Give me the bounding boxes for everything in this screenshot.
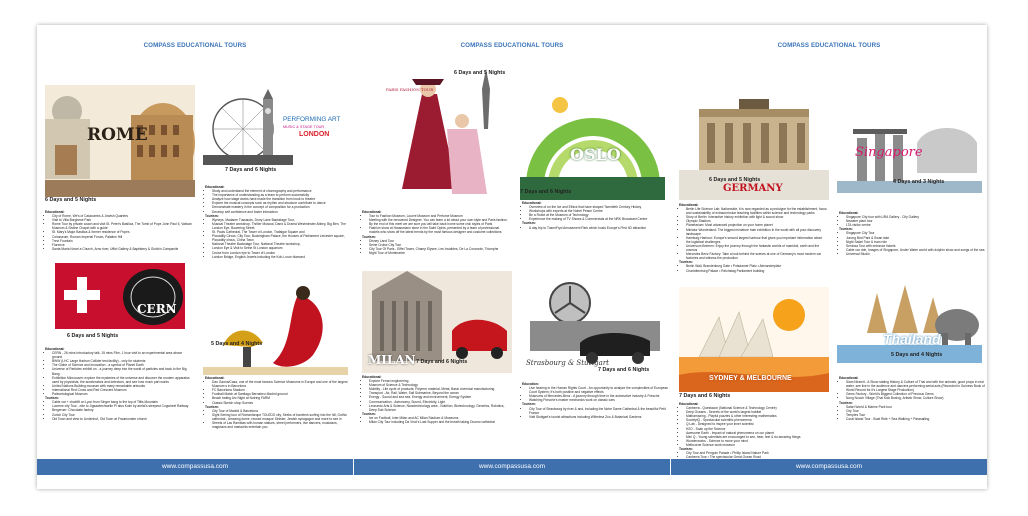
list-item: • Develop self confidence and foster interaction (212, 210, 353, 214)
list-item: • Florence (52, 243, 193, 247)
strasbourg-duration: 7 Days and 6 Nights (598, 367, 650, 373)
list-item: • Mercedes Benz Factory: Take a look behind the scenes at one of Germany's most modern car factories and witness the production (686, 252, 827, 260)
milan-image (362, 271, 512, 373)
list-item: • Visit to Villa Borghese Park (52, 218, 193, 222)
brochure-panel-2 (354, 25, 670, 489)
section-heading: Educational: (522, 201, 542, 205)
list-item: • International Red Cross and Red Crescent Museum (52, 388, 193, 392)
list-item: • City Tour Of Paris - Eiffel Tower, Champ Elysee, Les Invalides, De La Concorde, Triomphe (369, 247, 510, 251)
item-list (839, 405, 987, 421)
list-item: • Newater plant tour (846, 219, 987, 223)
list-item: • Miniatur Wunderland: The biggest miniature train exhibition in the world with all your discovery landscape (686, 228, 827, 236)
section-heading: Tourism: (45, 396, 59, 401)
list-item: • Santa Maria Novel a Church, Arno river, Uffizi Gallery & Baptistery & Giotto's Campanile (52, 247, 193, 251)
list-item: • Coral Island Tour - Boat Ride + Sea Walking + Parasailing (846, 417, 987, 421)
list-item: • Watching Porsche's master mechanics work on classic cars (529, 398, 670, 402)
list-item: • Streets of Las Ramblas with human statues, street performers, live dancers, musicians, magicians and mariachis entertain you (212, 421, 353, 429)
singapore-duration: 4 Days and 3 Nights (893, 179, 945, 185)
paris-duration: 6 Days and 5 Nights (454, 70, 506, 76)
list-item: • Explore the musical concepts such as rhythm and structure contribute to dance (212, 201, 353, 205)
spain-image (203, 275, 348, 375)
section-heading: Tourism: (839, 227, 853, 232)
item-list (679, 264, 827, 272)
list-item: • Cruise from London eye to Tower of London (212, 251, 353, 255)
list-item: • Melbourne Science work museum (686, 443, 827, 447)
list-item: • St. Pauls Cathedral, The Tower of London, Trafalgar Square and (212, 230, 353, 234)
list-item: • Sight Seeing tour of Romantarque TOLEDO city, Seeks of travelers surfing into the hill, Gothic cathedral , Amazing dome, reused mosque Sinister, Jewish synagogue and more to see in (212, 413, 353, 421)
milan-duration: 7 Days and 6 Nights (416, 359, 468, 365)
list-item: • Exhibition Microcosm: explore the mysteries of the universe and discover the modern apparatus used by physicists, the accelerators and detectors, and see how much part works (52, 376, 193, 384)
list-item: • City Tour of Madrid & Barcelona (212, 409, 353, 413)
section-heading: Educational: (205, 376, 225, 380)
list-item: • Rome Tour by private coach and visit St. Peter's Basilica, The Tomb of Pope John Paul II, Vatican Museum & Sistine Chapel with a guide (52, 222, 193, 230)
panel-footer-url: www.compassusa.com (354, 459, 670, 475)
list-item: • Singapore City tour with URA Gallery - City Gallery (846, 215, 987, 219)
list-item: • London Bridge, English Jewels including the Koh-i-noor diamond (212, 255, 353, 259)
list-item: • Old Town and view to Lindenhof, Old Town at Fraumunster church (52, 417, 193, 421)
item-list (839, 231, 987, 256)
cern-title: CERN (137, 302, 177, 316)
list-item: • United Nations Building museum with many remarkable artworks (52, 384, 193, 388)
list-item: • Piccadilly Circus, City Tour, Buckingham Palace, the Houses of Parliament Leicester square, Piccadilly circus, China Town (212, 234, 353, 242)
section-heading: Educational: (45, 347, 65, 351)
list-item: • Charlottenburg Palace • Reichstag Parliament building (686, 269, 827, 273)
section-heading: Education: (522, 382, 539, 386)
section-heading: Tourism: (839, 400, 853, 405)
section-heading: Educational: (205, 185, 225, 189)
thailand-title: Thailand (883, 331, 941, 347)
rome-duration: 6 Days and 5 Nights (45, 197, 97, 203)
list-item: • Leonardo Arts & Science, Nanotechnology area - Nutrition, Biotechnology, Genetics, Robotics, Deep Sub Science (369, 404, 510, 412)
list-item: • Deep Oceans - Secrets of the world's largest habitat (686, 410, 827, 414)
sydney-details (679, 402, 827, 459)
germany-details (679, 203, 827, 273)
sydney-duration: 7 Days and 6 Nights (679, 393, 731, 399)
list-item: • Seine Cruise City Tour (369, 243, 510, 247)
list-item: • Hamburg Harbour: Europe's second largest harbour that gives you important information about the logistical challenges (686, 236, 827, 244)
section-heading: Tourism: (205, 404, 219, 409)
item-list (522, 205, 670, 221)
thailand-duration: 5 Days and 4 Nights (891, 352, 943, 358)
list-item: • Planetarium: Most advanced projection on your home planet (686, 223, 827, 227)
milan-details (362, 375, 510, 424)
list-item: • Communication - Astronomy, Sound, Electricity, Light (369, 400, 510, 404)
section-heading: Tourism: (362, 234, 376, 239)
cern-image (45, 259, 195, 344)
item-list (362, 239, 510, 255)
list-item: • Dan Gaona/Casa, one of the most famous Science Museums in Europe and one of the largest Museum s in Barcelona (212, 380, 353, 388)
paris-image (362, 69, 512, 209)
list-item: • Universum Bremen: Enjoy the journey through the fantastic worlds of mankind, earth and the cosmos (686, 244, 827, 252)
list-item: • The importance of understanding as a team to perform successfully (212, 193, 353, 197)
list-item: • Awesome Earth - Impact of natural phenomena on our planet (686, 431, 827, 435)
list-item: • Mathamazing - Playful puzzles & other interesting mathematics (686, 414, 827, 418)
singapore-details (839, 211, 987, 256)
cern-duration: 6 Days and 5 Nights (67, 333, 119, 339)
list-item: • Zurich City Tour (52, 413, 193, 417)
germany-duration: 6 Days and 5 Nights (709, 177, 761, 183)
singapore-title: Singapore (855, 145, 923, 160)
list-item: • City Tour and Penguin Parade • Phillip Island Nature Park (686, 451, 827, 455)
list-item: • BWW (LHC Large Hadron Collider test facility) - only for students (52, 359, 193, 363)
list-item: • Bergeruer: Chocolate factory (52, 408, 193, 412)
brochure-panel-1 (37, 25, 353, 489)
london-duration: 7 Days and 6 Nights (225, 167, 277, 173)
section-heading: Educational: (839, 211, 859, 215)
germany-image (679, 85, 829, 200)
section-heading: Tourism: (679, 260, 693, 265)
list-item: • The Globe of Science and Innovation - a symbol of Planet Earth (52, 363, 193, 367)
list-item: • Beach bating Arc Night at Nutring FARM (212, 396, 353, 400)
list-item: • Wonderworks - Science to move your mind (686, 439, 827, 443)
list-item: • Wyneys, Madame Tussauds, Drury Lane Backstage Tour, (212, 218, 353, 222)
list-item: • City Tour (846, 409, 987, 413)
singapore-image (837, 103, 982, 193)
list-item: • Classic Sketch shop Scenes (212, 401, 353, 405)
list-item: • Transport - Air, Rail, Water, Sail Submarine, Beyond the ocean (369, 391, 510, 395)
brochure-panel-3 (671, 25, 987, 489)
list-item: • Story of Berlin: Interactive history exhibition with light & sound show (686, 215, 827, 219)
list-item: • Universal Studio (846, 252, 987, 256)
item-list (839, 215, 987, 227)
panel-header: COMPASS EDUCATIONAL TOURS (460, 42, 564, 49)
london-title: PERFORMING ART (283, 116, 341, 123)
item-list (205, 218, 353, 259)
list-item: • Museums of Mercedes-Benz - A journey through time in the automotive industry & Porsche (529, 394, 670, 398)
panel-header: COMPASS EDUCATIONAL TOURS (777, 42, 881, 49)
list-item: • Gems Factory - World's Biggest Collection of Precious Gems (846, 392, 987, 396)
list-item: • Fashion show at Haussmann store in the Saint Ophis, presented by a team of professional models who show off the latest trends by the most famous designer and costume collections (369, 226, 510, 234)
list-item: • Energy - Sound and sea sea, Energy and environment, Energy System (369, 395, 510, 399)
rome-image (45, 85, 195, 197)
list-item: • SocietyIQ - Spectacular scientific phenomena (686, 418, 827, 422)
paris-details (362, 210, 510, 255)
sydney-image (679, 287, 829, 392)
item-list (522, 386, 670, 402)
list-item: • Mobility - Life cycle of products; Polymer material, Metal, Basic chemical manufacturing (369, 387, 510, 391)
london-subtitle: MUSIC & STAGE TOUR (283, 125, 325, 129)
section-heading: Educational: (362, 210, 382, 214)
section-heading: Tourism: (522, 221, 536, 226)
list-item: • Berlin Life Science Lab: Nationwide, it is now regarded as a prototype for the establishment, focus and sustainability of extracurricular teaching facilities within science and technology parks (686, 207, 827, 215)
item-list (45, 351, 193, 396)
list-item: • Canberra - Questacon (National Science & Technology Centre) (686, 406, 827, 410)
section-heading: Tourism: (522, 402, 536, 407)
panel-footer-url: www.compassusa.com (671, 459, 987, 475)
item-list (205, 409, 353, 429)
list-item: • Museum of Science & Technology (369, 383, 510, 387)
list-item: • St. Mary's Major Basilica & former residence of Popes (52, 230, 193, 234)
list-item: • Berlin Wall, Brandenburg Gate • Potsdamer Platz • Alexanderplatz (686, 264, 827, 268)
list-item: • Siam Niramit - A Show stating History & Culture of Thai and with live animals, good props in real water, see live in the audience and dancers performing aerial acts (Recorded in Guiness Book of World Record for it's Largest Stage Production) (846, 380, 987, 392)
section-heading: Tourism: (205, 213, 219, 218)
london-details (205, 185, 353, 259)
list-item: • City of Rome, We's of Catacombs & Jewish Quarters (52, 214, 193, 218)
list-item: • Q Lab - Designed to inspire your inner scientist (686, 422, 827, 426)
list-item: • H2O - Soak up the Science (686, 427, 827, 431)
list-item: • Cable car + chairlift on Lyon from Singer bang to the top of Titlis Mountain (52, 400, 193, 404)
list-item: • LTA visitor centre (846, 223, 987, 227)
oslo-image (520, 85, 665, 200)
paris-title: PARIS FASHION TOUR (386, 87, 434, 92)
item-list (205, 189, 353, 214)
item-list (839, 380, 987, 400)
list-item: • Canberra Tour • The spectacular Great Ocean Road (686, 455, 827, 459)
list-item: • Visit Stuttgart's tourist attractions including Wilhelma Zoo & Botanical Gardens (529, 415, 670, 419)
list-item: • National Theatre Backstage Tour, National Theatre workshop, (212, 242, 353, 246)
item-list (45, 400, 193, 420)
panel-footer-url: www.compassusa.com (37, 459, 353, 475)
item-list (205, 380, 353, 405)
london-image (203, 89, 348, 175)
oslo-duration: 7 Days and 6 Nights (520, 189, 572, 195)
spain-details (205, 376, 353, 429)
item-list (45, 214, 193, 251)
list-item: • Nong Nooch Village (Thai Kick Boxing, Artistic Show, Culture Show) (846, 396, 987, 400)
item-list (679, 207, 827, 260)
section-heading: Educational: (45, 210, 65, 214)
list-item: • Demonstrate mastery in the concept of composition for a production (212, 205, 353, 209)
list-item: • Study and understand the element of choreography and performance (212, 189, 353, 193)
item-list (522, 407, 670, 419)
list-item: • Meeting with the renowned Designer. You can learn a lot about your own style and Paris fashion. By the end of this meet we are sure you will take back home some chic styles of Paris (369, 218, 510, 226)
list-item: • CERN - 26 mins Introductory talk, 15 mins Film, 1 hour visit to an experimental area above ground (52, 351, 193, 359)
list-item: • Milan City Tour including Da Vinci's Last Supper and the breath taking Duomo cathedral (369, 420, 510, 424)
list-item: • Analyze how stage works have made the transition from book to theatre (212, 197, 353, 201)
list-item: • Olympic Stadium (686, 219, 827, 223)
list-item: • Singapore City Tour (846, 231, 987, 235)
list-item: • Live hearing in the Human Rights Court - An opportunity to analyze the complexities of European Court System; It's both positive and negative effects (529, 386, 670, 394)
list-item: • Football Match at Santiago Bernabeu Madrid ground (212, 392, 353, 396)
list-item: • Cable car ride, Images of Singapore, Under Water world with dolphin show and songs of the sea (846, 248, 987, 252)
list-item: • Be a Robot at the Museum of Technology (529, 213, 670, 217)
list-item: • Paleontological Museum (52, 392, 193, 396)
list-item: • Workshops with experts at the Nobel Peace Centre (529, 209, 670, 213)
item-list (679, 406, 827, 447)
item-list (362, 214, 510, 234)
list-item: • FC Barcelona Stadium (212, 388, 353, 392)
item-list (522, 226, 670, 230)
list-item: • City Tour of Strasbourg by river & and, including the Notre Dame Cathedral & the beautiful Petit France (529, 407, 670, 415)
germany-title: GERMANY (723, 183, 783, 194)
list-item: • Ice on Football, Inter Milan and AC Milan Stadium & Museums (369, 416, 510, 420)
section-heading: Educational: (362, 375, 382, 379)
section-heading: Educational: (679, 402, 699, 406)
strasbourg-image (520, 281, 665, 376)
list-item: • Musical Theatre workshop, Thriller Musical, Dand & Drama Westminster Abbey, Big Ben, The London Eye, Bowering Street, (212, 222, 353, 230)
oslo-details (522, 201, 670, 230)
london-city: LONDON (299, 131, 330, 138)
list-item: • Lucerne city Tour - ride to Jigsawtechwelle Pl atus Kulm by aerial's steepest Cogwheel Railway (52, 404, 193, 408)
list-item: • Disney Land Tour (369, 239, 510, 243)
section-heading: Tourism: (362, 411, 376, 416)
list-item: • Overview of on the Ice and Ethics that have shaped Twentieth Century History (529, 205, 670, 209)
list-item: • Jurong Bird Park & Swan lake (846, 236, 987, 240)
list-item: • Sentosa Tour with entrance tickets (846, 244, 987, 248)
rome-title: ROME (87, 125, 148, 145)
panel-header: COMPASS EDUCATIONAL TOURS (143, 42, 247, 49)
item-list (362, 379, 510, 412)
strasbourg-title: Strasbourg & Stuttgart (526, 359, 609, 367)
list-item: • Universe of Particles exhibit on - a journey deep into the world of particles and back to the Big Bang (52, 367, 193, 375)
list-item: • Mini Q - Young scientists are encouraged to see, hear, feel & do amazing things (686, 435, 827, 439)
brochure-sheet (37, 25, 987, 489)
rome-details (45, 210, 193, 251)
section-heading: Tourism: (679, 447, 693, 452)
section-heading: Educational: (839, 376, 859, 380)
list-item: • A day trip to TusenFryd Amusement Park which hosts Europe's First 4D attraction (529, 226, 670, 230)
list-item: • London Eye & Visit to Seine St London aquarium (212, 246, 353, 250)
sydney-title: SYDNEY & MELBOURNE (709, 375, 792, 382)
thailand-image (837, 273, 982, 363)
list-item: • Tour to Fashion Museum, Louvre Museum and Perfume Museum (369, 214, 510, 218)
list-item: • Explore Ferrari engineering (369, 379, 510, 383)
cern-details (45, 347, 193, 421)
oslo-title: OSLO (570, 145, 621, 164)
thailand-details (839, 376, 987, 421)
list-item: • Colosseum, Roman Imperial Forum, Palatine Hill (52, 235, 193, 239)
spain-duration: 5 Days and 4 Nights (211, 341, 263, 347)
list-item: • Night Tour of Montmartre (369, 251, 510, 255)
list-item: • Experience the making of TV Shows & Commercials at the NRK Broadcast Centre (529, 217, 670, 221)
list-item: • Safari World & Marine Park tour (846, 405, 987, 409)
milan-title: MILAN (368, 353, 416, 367)
list-item: • Night Safari Tour & tram ride (846, 240, 987, 244)
item-list (362, 416, 510, 424)
list-item: • Temples Tour (846, 413, 987, 417)
list-item: • Trevi Fountain (52, 239, 193, 243)
strasbourg-details (522, 382, 670, 419)
section-heading: Educational: (679, 203, 699, 207)
